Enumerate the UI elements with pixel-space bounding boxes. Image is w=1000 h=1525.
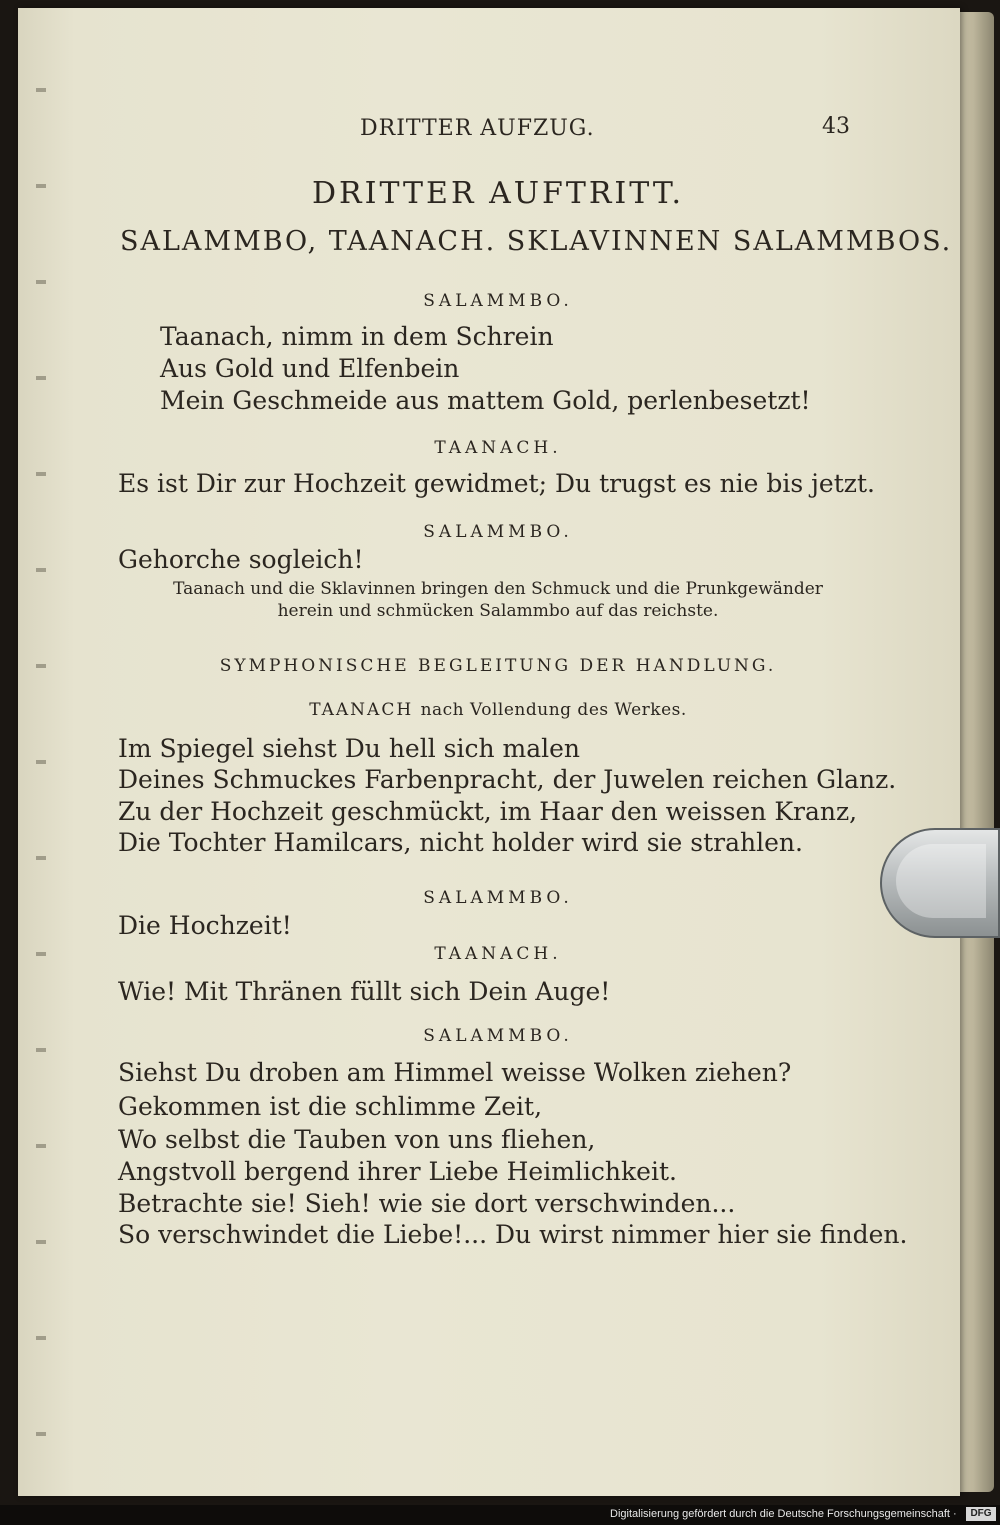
verse-line: Betrachte sie! Sieh! wie sie dort verschwinden... <box>118 1189 736 1218</box>
speaker-label-with-note <box>118 700 878 720</box>
verse-line: Gehorche sogleich! <box>118 545 364 574</box>
verse-line: Wo selbst die Tauben von uns fliehen, <box>118 1125 596 1154</box>
verse-line: Deines Schmuckes Farbenpracht, der Juwelen reichen Glanz. <box>118 765 897 794</box>
scene-title: DRITTER AUFTRITT. <box>311 176 684 211</box>
speaker-label: TAANACH. <box>434 438 562 458</box>
speaker-label: TAANACH. <box>434 944 562 964</box>
cast-line: SALAMMBO, TAANACH. SKLAVINNEN SALAMMBOS. <box>120 226 953 257</box>
book-page <box>18 8 960 1496</box>
section-heading: SYMPHONISCHE BEGLEITUNG DER HANDLUNG. <box>219 656 777 676</box>
speaker-name: TAANACH <box>309 700 414 720</box>
stage-direction-line: Taanach und die Sklavinnen bringen den Schmuck und die Prunkgewänder <box>173 579 823 599</box>
stage-direction-line: herein und schmücken Salammbo auf das reichste. <box>277 601 719 621</box>
stage-direction <box>118 578 878 622</box>
page-number: 43 <box>822 114 850 139</box>
verse-line: Es ist Dir zur Hochzeit gewidmet; Du trugst es nie bis jetzt. <box>118 469 875 498</box>
binding-stitches <box>36 28 46 1488</box>
dfg-logo: DFG <box>966 1507 996 1521</box>
speaker-label: SALAMMBO. <box>423 522 573 542</box>
verse-line: So verschwindet die Liebe!... Du wirst nimmer hier sie finden. <box>118 1220 908 1249</box>
page-clip-holder <box>880 828 1000 938</box>
verse-line: Die Hochzeit! <box>118 911 292 940</box>
verse-line: Taanach, nimm in dem Schrein <box>160 322 554 351</box>
verse-line: Die Tochter Hamilcars, nicht holder wird sie strahlen. <box>118 828 803 857</box>
running-head: DRITTER AUFZUG. <box>360 116 595 141</box>
verse-line: Gekommen ist die schlimme Zeit, <box>118 1092 543 1121</box>
speaker-label: SALAMMBO. <box>423 1026 573 1046</box>
verse-line: Aus Gold und Elfenbein <box>160 354 460 383</box>
verse-line: Siehst Du droben am Himmel weisse Wolken ziehen? <box>118 1058 792 1087</box>
speaker-note: nach Vollendung des Werkes. <box>420 700 687 720</box>
speaker-label: SALAMMBO. <box>423 888 573 908</box>
speaker-label: SALAMMBO. <box>423 291 573 311</box>
verse-line: Mein Geschmeide aus mattem Gold, perlenbesetzt! <box>160 386 811 415</box>
verse-line: Zu der Hochzeit geschmückt, im Haar den weissen Kranz, <box>118 797 858 826</box>
verse-line: Im Spiegel siehst Du hell sich malen <box>118 734 581 763</box>
digitization-credit: Digitalisierung gefördert durch die Deutsche Forschungsgemeinschaft · <box>610 1508 957 1520</box>
verse-line: Wie! Mit Thränen füllt sich Dein Auge! <box>118 977 611 1006</box>
verse-line: Angstvoll bergend ihrer Liebe Heimlichkeit. <box>118 1157 677 1186</box>
